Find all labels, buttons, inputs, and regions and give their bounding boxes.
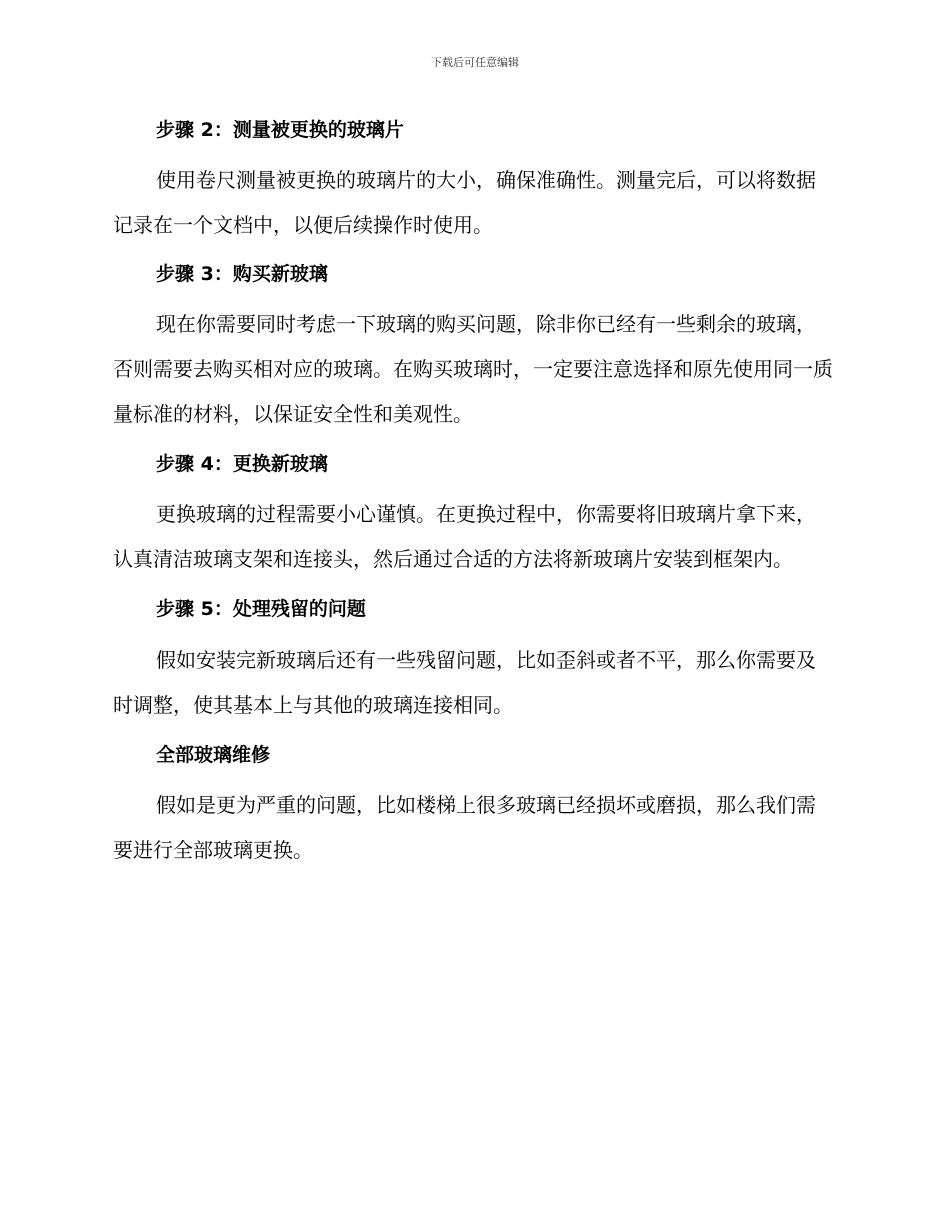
section-heading: 步骤 4：更换新玻璃 [156,453,328,475]
section-paragraph: 现在你需要同时考虑一下玻璃的购买问题，除非你已经有一些剩余的玻璃，否则需要去购买相对应的玻璃。在购买玻璃时，一定要注意选择和原先使用同一质量标准的材料，以保证安全性和美观性。 [113,312,833,426]
section-paragraph: 假如安装完新玻璃后还有一些残留问题，比如歪斜或者不平，那么你需要及时调整，使其基本上与其他的玻璃连接相同。 [113,648,816,717]
section-paragraph: 使用卷尺测量被更换的玻璃片的大小，确保准确性。测量完后，可以将数据记录在一个文档中，以便后续操作时使用。 [113,168,816,237]
section-paragraph: 更换玻璃的过程需要小心谨慎。在更换过程中，你需要将旧玻璃片拿下来，认真清洁玻璃支架和连接头，然后通过合适的方法将新玻璃片安装到框架内。 [113,502,816,571]
section-paragraph: 假如是更为严重的问题，比如楼梯上很多玻璃已经损坏或磨损，那么我们需要进行全部玻璃更换。 [113,793,816,862]
section-heading: 全部玻璃维修 [156,744,271,766]
section-heading: 步骤 3：购买新玻璃 [156,263,328,285]
section-heading: 步骤 2：测量被更换的玻璃片 [156,119,404,141]
section-heading: 步骤 5：处理残留的问题 [156,598,366,620]
header-note: 下载后可任意编辑 [431,56,519,69]
document-body [113,113,833,873]
